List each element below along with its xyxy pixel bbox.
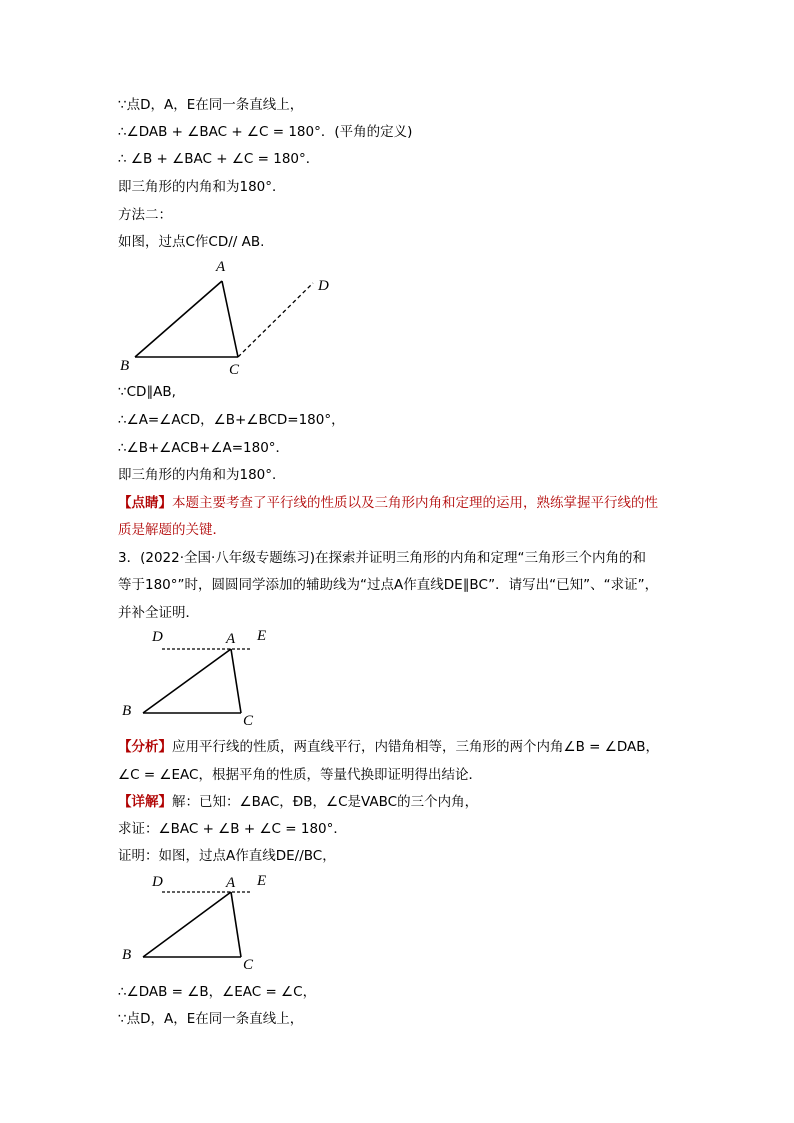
dianjing-text: 本题主要考查了平行线的性质以及三角形内角和定理的运用，熟练掌握平行线的性 bbox=[172, 495, 658, 511]
text-line-19: 求证：∠BAC + ∠B + ∠C = 180°． bbox=[118, 821, 347, 837]
tag-fenxi: 【分析】 bbox=[118, 739, 172, 755]
fig2-label-c: C bbox=[243, 713, 254, 729]
text-line-11 bbox=[118, 494, 658, 512]
text-line-22: ∵点D，A，E在同一条直线上， bbox=[118, 1011, 304, 1027]
text-line-12: 质是解题的关键． bbox=[118, 522, 226, 538]
figure-triangle-de-2 bbox=[110, 869, 290, 974]
text-line-15: 并补全证明． bbox=[118, 605, 199, 621]
fig2-side-ab bbox=[143, 649, 231, 713]
text-line-10: 即三角形的内角和为180°． bbox=[118, 467, 286, 483]
fig1-label-d: D bbox=[318, 278, 329, 294]
fig3-side-ab bbox=[143, 892, 231, 957]
text-line-17: ∠C = ∠EAC，根据平角的性质，等量代换即证明得出结论． bbox=[118, 767, 482, 783]
figure-triangle-cd bbox=[110, 252, 350, 380]
fig1-label-a: A bbox=[216, 259, 226, 275]
fig3-label-a: A bbox=[226, 875, 236, 891]
text-line-5: 方法二： bbox=[118, 207, 172, 223]
text-line-6: 如图，过点C作CD// AB. bbox=[118, 234, 265, 250]
fig3-label-c: C bbox=[243, 957, 254, 973]
fig3-side-ac bbox=[231, 892, 241, 957]
fig2-label-a: A bbox=[226, 631, 236, 647]
text-line-8: ∴∠A=∠ACD，∠B+∠BCD=180°， bbox=[118, 412, 345, 428]
figure-triangle-de-1 bbox=[110, 625, 290, 730]
text-line-16 bbox=[118, 738, 659, 756]
fig3-label-d: D bbox=[152, 874, 163, 890]
fig3-label-b: B bbox=[122, 947, 132, 963]
text-line-4: 即三角形的内角和为180°． bbox=[118, 179, 286, 195]
fig2-label-b: B bbox=[122, 703, 132, 719]
fig2-side-ac bbox=[231, 649, 241, 713]
xiangjie-text: 解：已知：∠BAC，ÐB，∠C是VABC的三个内角， bbox=[172, 794, 479, 810]
text-line-1: ∵点D，A，E在同一条直线上， bbox=[118, 97, 304, 113]
fig3-label-e: E bbox=[257, 873, 267, 889]
text-line-7: ∵CD∥AB, bbox=[118, 384, 176, 400]
text-line-20: 证明：如图，过点A作直线DE//BC， bbox=[118, 848, 336, 864]
text-line-2: ∴∠DAB + ∠BAC + ∠C = 180°．(平角的定义) bbox=[118, 124, 413, 140]
fig2-label-d: D bbox=[152, 629, 163, 645]
fig2-label-e: E bbox=[257, 628, 267, 644]
fenxi-text: 应用平行线的性质，两直线平行，内错角相等，三角形的两个内角∠B = ∠DAB， bbox=[172, 739, 660, 755]
tag-xiangjie: 【详解】 bbox=[118, 794, 172, 810]
text-line-21: ∴∠DAB = ∠B，∠EAC = ∠C， bbox=[118, 984, 317, 1000]
fig1-label-b: B bbox=[120, 358, 130, 374]
fig1-side-ac bbox=[222, 281, 238, 357]
fig1-label-c: C bbox=[229, 362, 240, 378]
text-line-14: 等于180°”时，圆圆同学添加的辅助线为“过点A作直线DE∥BC”．请写出“已知”、“求证”， bbox=[118, 577, 659, 593]
text-line-3: ∴ ∠B + ∠BAC + ∠C = 180°． bbox=[118, 151, 320, 167]
text-line-18 bbox=[118, 793, 478, 811]
fig1-side-ab bbox=[135, 281, 222, 357]
text-line-13: 3．(2022·全国·八年级专题练习)在探索并证明三角形的内角和定理“三角形三个内角的和 bbox=[118, 550, 647, 566]
tag-dianjing: 【点睛】 bbox=[118, 495, 172, 511]
text-line-9: ∴∠B+∠ACB+∠A=180°． bbox=[118, 440, 290, 456]
fig1-dashed-cd bbox=[238, 283, 313, 357]
